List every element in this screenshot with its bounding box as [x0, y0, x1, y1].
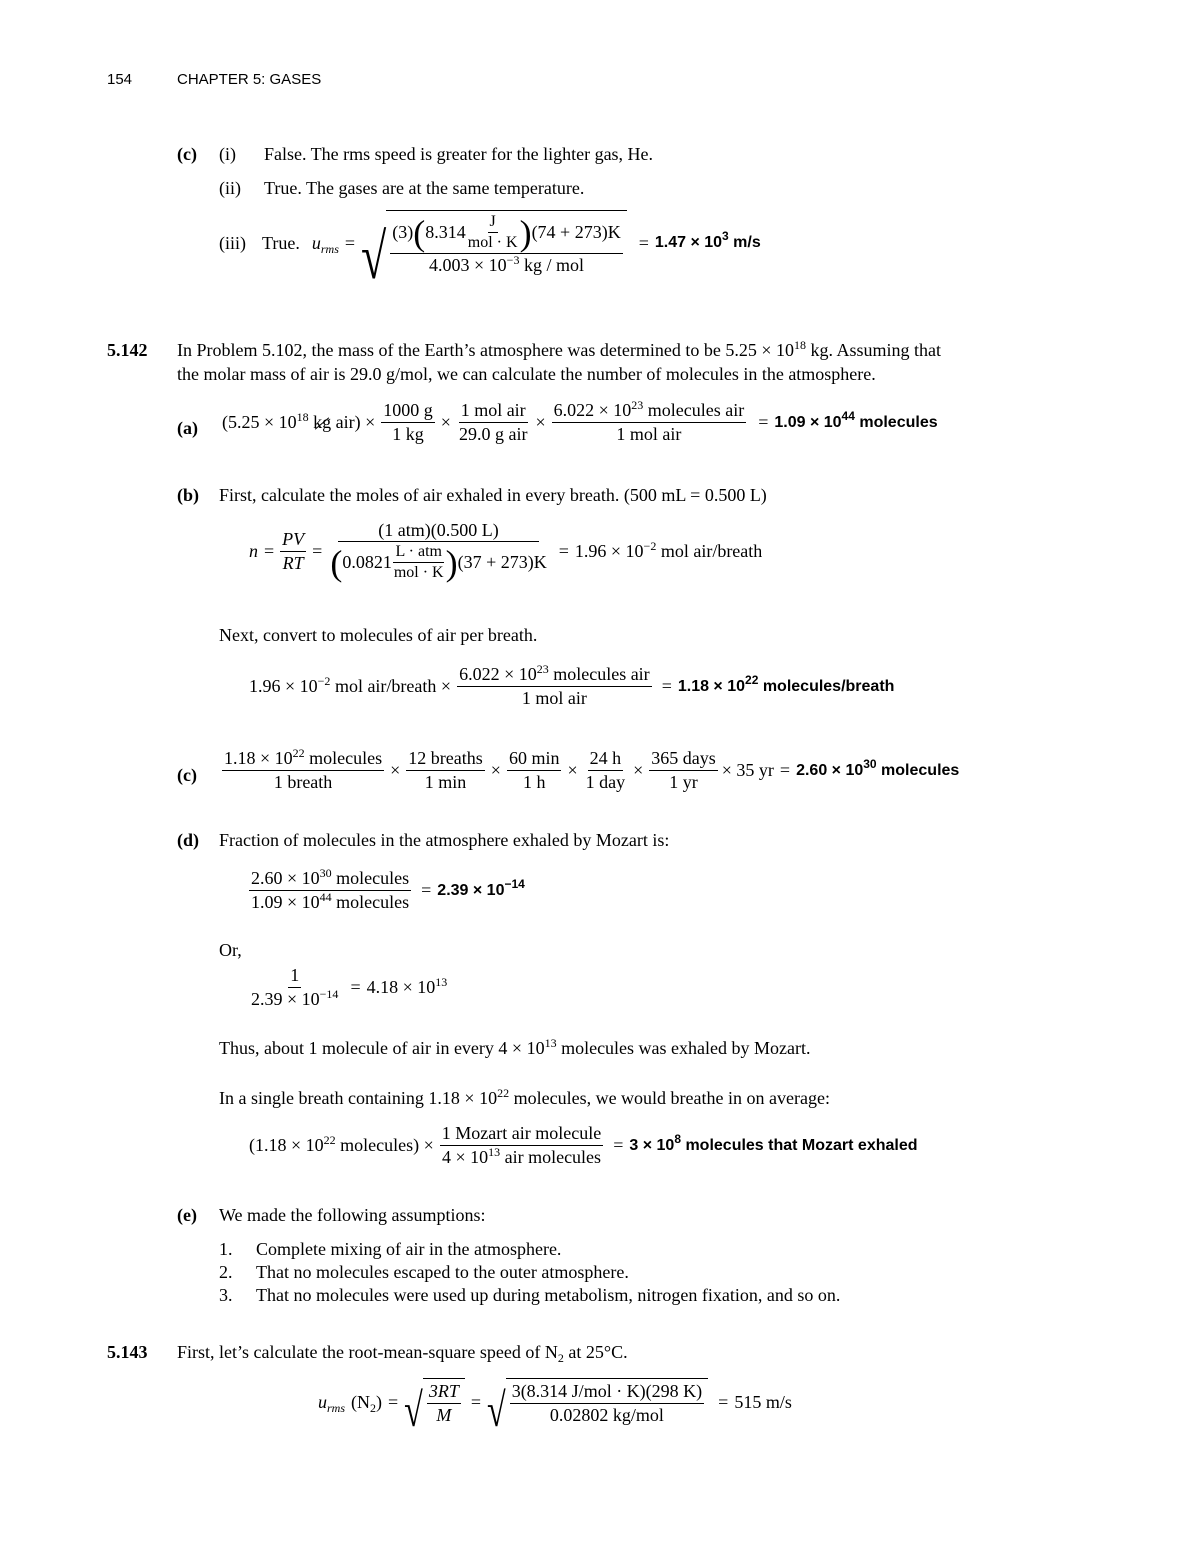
- next-step-text: Next, convert to molecules of air per breath.: [219, 625, 538, 645]
- part-d-text: Fraction of molecules in the atmosphere exhaled by Mozart is:: [219, 830, 670, 850]
- problem-142-intro: In Problem 5.102, the mass of the Earth’s atmosphere was determined to be $5.25 \times 10^{18}$ kg. Assuming that: [177, 338, 942, 360]
- assumption-number: 1.: [219, 1239, 233, 1259]
- problem-number-142: 5.142: [107, 340, 148, 360]
- chapter-title: CHAPTER 5: GASES: [177, 71, 322, 88]
- problem-number-143: 5.143: [107, 1342, 148, 1362]
- urms-result: $1.47 \times 10^3$ m/s: [654, 229, 761, 251]
- moles-equation: n = $\frac{PV}{RT}$ = (1 atm)(0.500 L) ( 0.0821 $\frac{\text{L · atm}}{\text{mol · K}}$ ) (37 + 273)K = $1.96 \times 10^{-2}$ mol air/breath: [249, 520, 763, 583]
- part-c-label: (c): [177, 144, 197, 164]
- page-number: 154: [107, 71, 133, 88]
- item-iii-label: (iii): [219, 232, 246, 253]
- part-b-text: First, calculate the moles of air exhaled in every breath. (500 mL = 0.500 L): [219, 485, 767, 505]
- item-ii-text: True. The gases are at the same temperature.: [264, 178, 585, 198]
- part-a-equation: ($5.25 \times 10^{18}$ kg air) × $\frac{1000 g}{1 kg}$ × $\frac{\text{1 mol air}}{\text{29.0 g air}}$ × $\frac{6.022 \times 10^{23} molecules air}{\text{1 mol air}}$ = $1.09 \times 10^{44}$ molecules: [222, 398, 938, 444]
- lifetime-molecules-equation: $\frac{1.18 \times 10^{22} molecules}{\text{1 breath}}$ × $\frac{\text{12 breaths}}{1 \min}$ × $\frac{60 \min}{1 h}$ × $\frac{24 h}{\text{1 day}}$ × $\frac{\text{365 days}}{1 yr}$ × 35 yr = $2.60 \times 10^{30}$ molecules: [224, 746, 960, 792]
- single-breath-text: In a single breath containing $1.18 \times 10^{22}$ molecules, we would breathe in on average:: [219, 1086, 830, 1108]
- item-i-label: (i): [219, 144, 236, 164]
- part-d-label: (d): [177, 830, 199, 850]
- item-i-text: False. The rms speed is greater for the lighter gas, He.: [264, 144, 654, 164]
- assumption-item: Complete mixing of air in the atmosphere.: [256, 1239, 562, 1259]
- part-a-result: $1.09 \times 10^{44}$ molecules: [774, 408, 938, 431]
- sqrt-expression: √ (3) ( 8.314 $\frac{J}{\text{mol · K}}$ ) (74 + 273)K $4.003 \times 10^{-3}$ kg / mol: [361, 210, 627, 276]
- assumption-number: 3.: [219, 1285, 233, 1305]
- or-text: Or,: [219, 940, 242, 960]
- moles-result: $1.96 \times 10^{-2}$ mol air/breath: [574, 538, 763, 561]
- thus-text: Thus, about 1 molecule of air in every $4 \times 10^{13}$ molecules was exhaled by Mozart.: [219, 1036, 811, 1058]
- fraction-equation: $\frac{2.60 \times 10^{30} molecules}{1.09 \times 10^{44} molecules}$ = $2.39 \times 10^{-14}$: [251, 866, 525, 912]
- reciprocal-equation: $\frac{1}{2.39 \times 10^{-14}}$ = $4.18 \times 10^{13}$: [251, 965, 448, 1009]
- assumption-number: 2.: [219, 1262, 233, 1282]
- molecules-per-breath-result: $1.18 \times 10^{22}$ molecules/breath: [677, 672, 895, 695]
- item-ii-label: (ii): [219, 178, 241, 198]
- reciprocal-result: $4.18 \times 10^{13}$: [366, 975, 448, 997]
- n2-urms-equation: $u_{rms}$ $(N_2)$ = √ $\frac{3RT}{M}$ = √ $\frac{\text{3(8.314 J/mol · K)(298 K)}}{\text{0.02802 kg/mol}}$ = 515 m/s: [318, 1378, 792, 1426]
- problem-143-text: First, let’s calculate the root-mean-square speed of $N_2$ at 25°C.: [177, 1342, 628, 1365]
- part-c2-label: (c): [177, 765, 197, 785]
- urms-symbol: $u_{rms}$: [311, 232, 339, 256]
- mozart-molecules-equation: ($1.18 \times 10^{22}$ molecules) × $\frac{\text{1 Mozart air molecule}}{4 \times 10^{13} air molecules}$ = $3 \times 10^8$ molecules that Mozart exhaled: [249, 1123, 918, 1167]
- n2-urms-result: 515 m/s: [734, 1391, 792, 1412]
- part-e-text: We made the following assumptions:: [219, 1205, 486, 1225]
- urms-equation: (iii) True. $u_{rms}$ = √ (3) ( 8.314 $\frac{J}{\text{mol · K}}$ ) (74 + 273)K $4.003 \times 10^{-3}$ kg / mol = $1.47 \times 10^3$ m/s: [219, 210, 761, 276]
- problem-142-intro-line2: the molar mass of air is 29.0 g/mol, we can calculate the number of molecules in the atmosphere.: [177, 364, 876, 384]
- fraction-result: $2.39 \times 10^{-14}$: [437, 876, 525, 899]
- assumption-item: That no molecules escaped to the outer atmosphere.: [256, 1262, 629, 1282]
- part-a-label: (a): [177, 418, 198, 438]
- molecules-per-breath-equation: $1.96 \times 10^{-2}$ mol air/breath × $\frac{6.022 \times 10^{23} molecules air}{\text{1 mol air}}$ = $1.18 \times 10^{22}$ molecules/breath: [249, 662, 895, 708]
- part-b-label: (b): [177, 485, 199, 505]
- mozart-molecules-result: $3 \times 10^8$ molecules that Mozart exhaled: [629, 1131, 918, 1154]
- part-e-label: (e): [177, 1205, 197, 1225]
- lifetime-molecules-result: $2.60 \times 10^{30}$ molecules: [796, 756, 960, 779]
- item-iii-lead: True.: [262, 232, 300, 253]
- assumption-item: That no molecules were used up during metabolism, nitrogen fixation, and so on.: [256, 1285, 841, 1305]
